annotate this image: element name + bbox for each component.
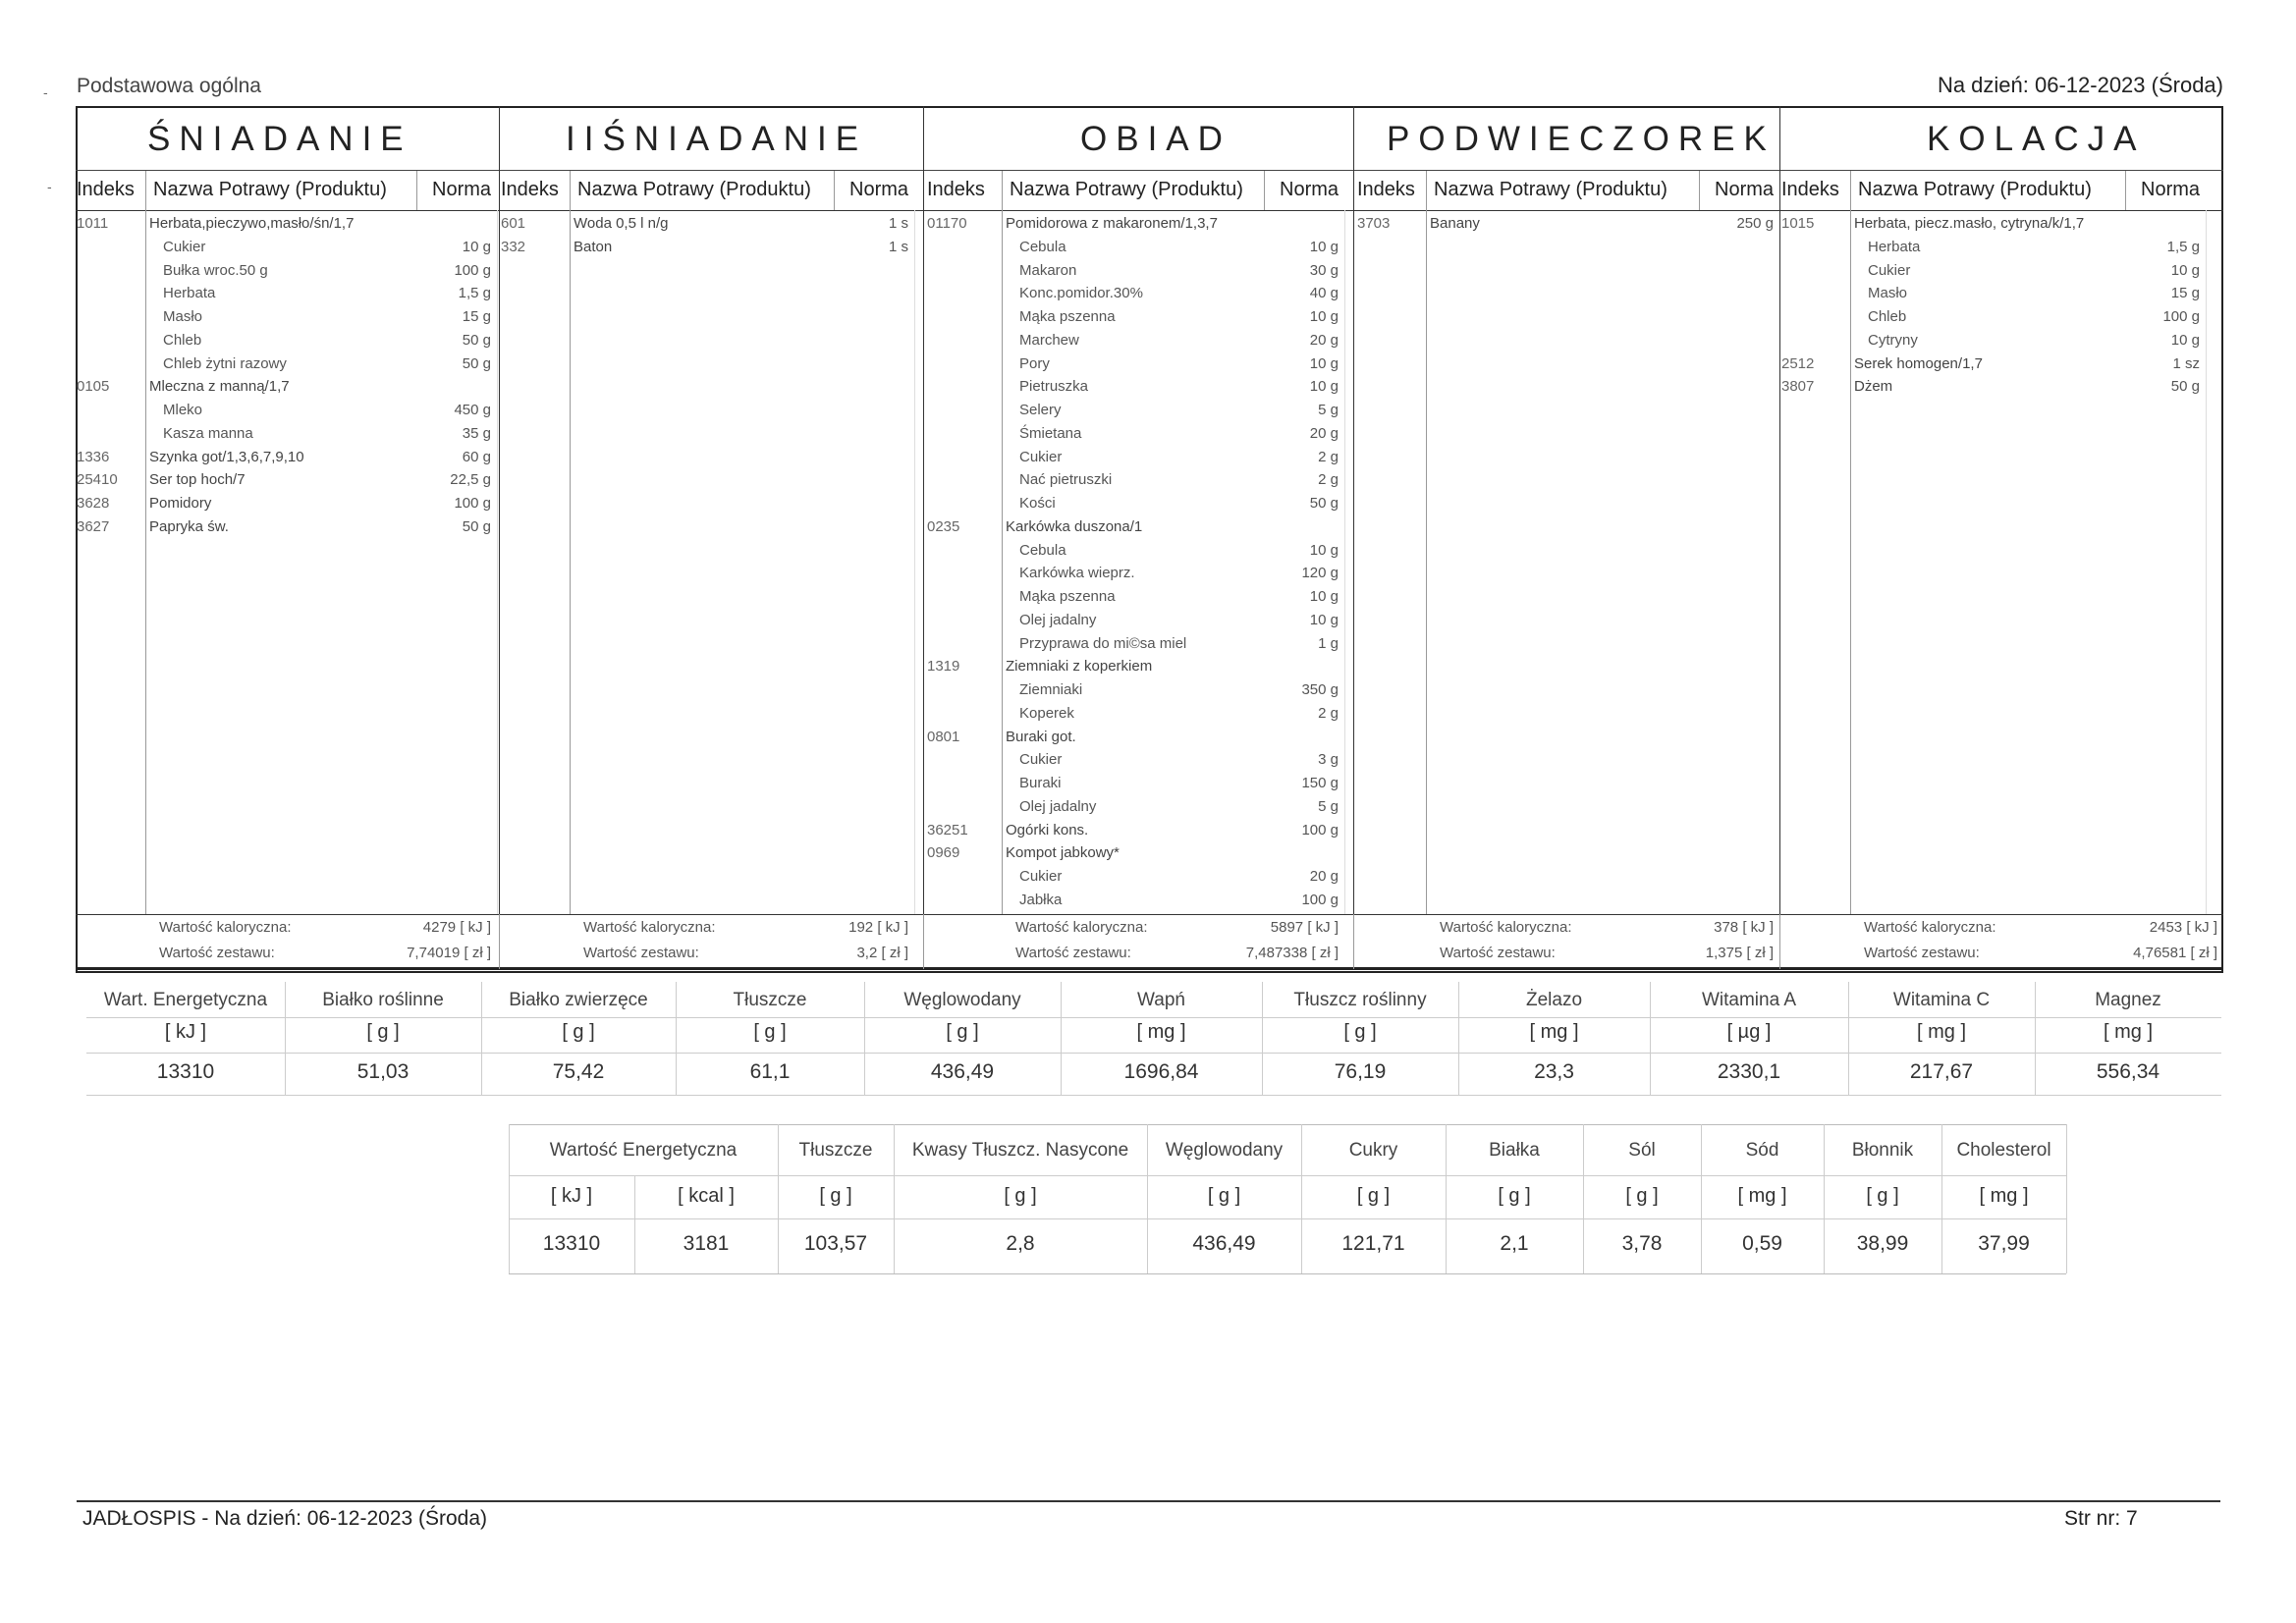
row-name: Nać pietruszki bbox=[1019, 471, 1113, 489]
nutrient-value: 1696,84 bbox=[1123, 1060, 1199, 1083]
row-name: Ziemniaki z koperkiem bbox=[1006, 658, 1153, 676]
row-name: Pomidorowa z makaronem/1,3,7 bbox=[1006, 215, 1218, 232]
row-norm: 120 g bbox=[1301, 565, 1339, 582]
row-name: Cukier bbox=[1019, 868, 1063, 885]
cost-label: Wartość zestawu: bbox=[1864, 945, 1980, 961]
summary-name: Błonnik bbox=[1851, 1140, 1914, 1161]
body-bottom-rule bbox=[76, 914, 2223, 915]
margin-mark: - bbox=[43, 84, 48, 100]
summary-unit: [ mg ] bbox=[1737, 1185, 1787, 1207]
summary-unit: [ g ] bbox=[1207, 1185, 1241, 1207]
row-norm: 20 g bbox=[1309, 868, 1339, 885]
summary-value: 2,1 bbox=[1500, 1232, 1529, 1255]
row-name: Mleczna z manną/1,7 bbox=[149, 378, 290, 396]
summary-name: Cholesterol bbox=[1956, 1140, 2051, 1161]
row-norm: 150 g bbox=[1301, 775, 1339, 791]
row-name: Kompot jabkowy* bbox=[1006, 844, 1120, 862]
nutrient-name: Białko roślinne bbox=[322, 990, 444, 1010]
row-name: Olej jadalny bbox=[1019, 797, 1097, 815]
row-norm: 100 g bbox=[454, 261, 491, 279]
row-norm: 100 g bbox=[2162, 308, 2200, 325]
summary-unit: [ g ] bbox=[1866, 1185, 1899, 1207]
kcal-value: 378 [ kJ ] bbox=[1714, 919, 1774, 936]
page-number: Str nr: 7 bbox=[2064, 1507, 2138, 1530]
row-norm: 10 g bbox=[1309, 541, 1339, 559]
row-norm: 1 s bbox=[888, 215, 908, 232]
cost-label: Wartość zestawu: bbox=[159, 945, 275, 961]
row-norm: 10 g bbox=[2170, 331, 2200, 349]
row-norm: 1 s bbox=[888, 238, 908, 255]
norm-divider bbox=[2125, 171, 2126, 210]
summary-unit: [ kJ ] bbox=[550, 1185, 593, 1207]
row-index: 25410 bbox=[77, 471, 118, 489]
row-norm: 10 g bbox=[1309, 378, 1339, 396]
summary-table bbox=[0, 1114, 2296, 1291]
nutrient-name: Węglowodany bbox=[903, 990, 1021, 1010]
nutrient-unit: [ kJ ] bbox=[164, 1021, 207, 1043]
cost-label: Wartość zestawu: bbox=[583, 945, 699, 961]
summary-value: 0,59 bbox=[1742, 1232, 1782, 1255]
summary-unit: [ g ] bbox=[1356, 1185, 1391, 1207]
row-norm: 15 g bbox=[462, 308, 491, 325]
row-name: Chleb żytni razowy bbox=[163, 354, 287, 372]
column-header-name: Nazwa Potrawy (Produktu) bbox=[577, 179, 811, 200]
column-header-name: Nazwa Potrawy (Produktu) bbox=[1858, 179, 2092, 200]
row-index: 0801 bbox=[927, 728, 960, 745]
cost-value: 3,2 [ zł ] bbox=[856, 945, 908, 961]
row-name: Mąka pszenna bbox=[1019, 308, 1116, 325]
footer-divider bbox=[923, 914, 924, 969]
summary-name: Sól bbox=[1628, 1140, 1656, 1161]
row-norm: 2 g bbox=[1318, 471, 1339, 489]
row-norm: 35 g bbox=[462, 424, 491, 442]
row-norm: 100 g bbox=[1301, 891, 1339, 908]
row-norm: 60 g bbox=[462, 448, 491, 465]
row-norm: 5 g bbox=[1318, 402, 1339, 418]
row-norm: 40 g bbox=[1309, 285, 1339, 302]
footer-divider bbox=[499, 914, 500, 969]
row-name: Serek homogen/1,7 bbox=[1854, 354, 1983, 372]
nutrient-unit: [ g ] bbox=[946, 1021, 979, 1043]
kcal-label: Wartość kaloryczna: bbox=[1864, 919, 1996, 936]
section-divider bbox=[1779, 106, 1780, 914]
row-norm: 1 g bbox=[1318, 634, 1339, 652]
summary-value: 103,57 bbox=[803, 1232, 868, 1255]
sum-rule-top bbox=[509, 1124, 2066, 1125]
section-divider bbox=[923, 106, 924, 914]
kcal-value: 192 [ kJ ] bbox=[848, 919, 908, 936]
column-header-index: Indeks bbox=[77, 179, 135, 200]
row-norm: 100 g bbox=[454, 495, 491, 512]
row-name: Buraki got. bbox=[1006, 728, 1076, 745]
row-norm: 350 g bbox=[1301, 681, 1339, 698]
row-index: 0969 bbox=[927, 844, 960, 862]
summary-value: 3181 bbox=[683, 1232, 730, 1255]
row-name: Karkówka duszona/1 bbox=[1006, 517, 1143, 535]
column-header-norm: Norma bbox=[2141, 179, 2201, 200]
cost-label: Wartość zestawu: bbox=[1440, 945, 1556, 961]
nutrient-name: Żelazo bbox=[1525, 990, 1583, 1010]
row-name: Cebula bbox=[1019, 541, 1066, 559]
nutrient-value: 217,67 bbox=[1909, 1060, 1974, 1083]
index-divider bbox=[1850, 171, 1851, 914]
row-index: 3628 bbox=[77, 495, 110, 512]
meal-title: ŚNIADANIE bbox=[147, 120, 412, 158]
nutrient-value: 13310 bbox=[156, 1060, 215, 1083]
nutrient-value: 436,49 bbox=[930, 1060, 995, 1083]
row-name: Herbata,pieczywo,masło/śn/1,7 bbox=[149, 215, 355, 232]
sum-rule-1 bbox=[509, 1175, 2066, 1176]
row-norm: 20 g bbox=[1309, 331, 1339, 349]
summary-unit: [ mg ] bbox=[1979, 1185, 2029, 1207]
summary-value: 3,78 bbox=[1621, 1232, 1663, 1255]
footer-rule bbox=[77, 1500, 2220, 1502]
row-name: Mąka pszenna bbox=[1019, 588, 1116, 605]
nutrient-unit: [ g ] bbox=[753, 1021, 787, 1043]
footer-divider bbox=[1353, 914, 1354, 969]
nutrient-unit: [ g ] bbox=[1343, 1021, 1377, 1043]
row-name: Cytryny bbox=[1868, 331, 1918, 349]
row-index: 1015 bbox=[1781, 215, 1815, 232]
row-name: Buraki bbox=[1019, 775, 1062, 791]
footer-title: JADŁOSPIS - Na dzień: 06-12-2023 (Środa) bbox=[82, 1507, 488, 1530]
nutr-rule-bot bbox=[86, 1095, 2221, 1096]
nutrient-unit: [ µg ] bbox=[1726, 1021, 1772, 1043]
row-name: Śmietana bbox=[1019, 424, 1082, 442]
nutrient-name: Tłuszcz roślinny bbox=[1293, 990, 1427, 1010]
title-rule bbox=[76, 170, 2223, 171]
row-index: 332 bbox=[501, 238, 526, 255]
row-norm: 50 g bbox=[462, 331, 491, 349]
nutr-rule-top bbox=[86, 1017, 2221, 1018]
row-name: Karkówka wieprz. bbox=[1019, 565, 1135, 582]
nutrient-value: 51,03 bbox=[356, 1060, 410, 1083]
column-header-name: Nazwa Potrawy (Produktu) bbox=[1010, 179, 1243, 200]
norm-divider-body bbox=[914, 210, 915, 914]
nutrient-name: Witamina A bbox=[1701, 990, 1797, 1010]
kcal-value: 4279 [ kJ ] bbox=[422, 919, 491, 936]
column-header-index: Indeks bbox=[1781, 179, 1839, 200]
row-name: Bułka wroc.50 g bbox=[163, 261, 268, 279]
norm-divider-body bbox=[497, 210, 498, 914]
row-index: 0235 bbox=[927, 517, 960, 535]
section-divider bbox=[499, 106, 500, 914]
row-norm: 22,5 g bbox=[450, 471, 491, 489]
row-name: Makaron bbox=[1019, 261, 1077, 279]
meal-title: PODWIECZOREK bbox=[1387, 120, 1776, 158]
row-norm: 50 g bbox=[462, 354, 491, 372]
summary-unit: [ kcal ] bbox=[678, 1185, 735, 1207]
row-norm: 10 g bbox=[1309, 611, 1339, 628]
kcal-value: 2453 [ kJ ] bbox=[2149, 919, 2217, 936]
nutrient-name: Wapń bbox=[1137, 990, 1185, 1010]
row-name: Herbata, piecz.masło, cytryna/k/1,7 bbox=[1854, 215, 2085, 232]
row-name: Cukier bbox=[163, 238, 206, 255]
row-name: Pietruszka bbox=[1019, 378, 1089, 396]
row-name: Ogórki kons. bbox=[1006, 821, 1089, 839]
norm-divider-body bbox=[2206, 210, 2207, 914]
summary-value: 38,99 bbox=[1856, 1232, 1909, 1255]
row-index: 1319 bbox=[927, 658, 960, 676]
colhead-rule bbox=[76, 210, 2223, 211]
row-name: Przyprawa do mi©sa miel bbox=[1019, 634, 1187, 652]
nutrient-name: Witamina C bbox=[1892, 990, 1991, 1010]
row-name: Ziemniaki bbox=[1019, 681, 1083, 698]
row-norm: 1,5 g bbox=[458, 285, 491, 302]
row-name: Cebula bbox=[1019, 238, 1066, 255]
summary-value: 2,8 bbox=[1006, 1232, 1035, 1255]
row-norm: 10 g bbox=[1309, 588, 1339, 605]
row-name: Jabłka bbox=[1019, 891, 1063, 908]
section-divider bbox=[1353, 106, 1354, 914]
row-norm: 50 g bbox=[1309, 495, 1339, 512]
row-name: Chleb bbox=[163, 331, 202, 349]
row-name: Selery bbox=[1019, 402, 1062, 418]
column-header-index: Indeks bbox=[1357, 179, 1415, 200]
nutrient-unit: [ mg ] bbox=[2103, 1021, 2153, 1043]
norm-divider bbox=[1699, 171, 1700, 210]
nutrient-value: 23,3 bbox=[1534, 1060, 1574, 1083]
summary-name: Kwasy Tłuszcz. Nasycone bbox=[911, 1140, 1129, 1161]
row-name: Kości bbox=[1019, 495, 1056, 512]
row-norm: 1,5 g bbox=[2166, 238, 2200, 255]
index-divider bbox=[570, 171, 571, 914]
row-index: 3807 bbox=[1781, 378, 1815, 396]
row-norm: 10 g bbox=[2170, 261, 2200, 279]
row-norm: 10 g bbox=[1309, 308, 1339, 325]
row-name: Cukier bbox=[1868, 261, 1911, 279]
summary-name: Cukry bbox=[1348, 1140, 1398, 1161]
row-norm: 100 g bbox=[1301, 821, 1339, 839]
cost-value: 4,76581 [ zł ] bbox=[2133, 945, 2217, 961]
index-divider bbox=[1002, 171, 1003, 914]
sum-rule-2 bbox=[509, 1218, 2066, 1219]
row-name: Cukier bbox=[1019, 448, 1063, 465]
nutrient-value: 75,42 bbox=[552, 1060, 605, 1083]
meal-title: OBIAD bbox=[1080, 120, 1231, 158]
row-name: Masło bbox=[1868, 285, 1908, 302]
summary-unit: [ g ] bbox=[819, 1185, 852, 1207]
nutrient-name: Magnez bbox=[2095, 990, 2161, 1010]
row-name: Olej jadalny bbox=[1019, 611, 1097, 628]
kcal-label: Wartość kaloryczna: bbox=[583, 919, 716, 936]
row-index: 0105 bbox=[77, 378, 110, 396]
column-header-index: Indeks bbox=[501, 179, 559, 200]
row-name: Ser top hoch/7 bbox=[149, 471, 246, 489]
margin-mark-2: - bbox=[47, 179, 52, 194]
energy-label: Wartość Energetyczna bbox=[549, 1140, 738, 1161]
kcal-label: Wartość kaloryczna: bbox=[1015, 919, 1148, 936]
summary-unit: [ g ] bbox=[1004, 1185, 1037, 1207]
row-name: Mleko bbox=[163, 402, 203, 418]
nutrient-name: Wart. Energetyczna bbox=[103, 990, 268, 1010]
double-rule bbox=[76, 967, 2223, 970]
row-norm: 10 g bbox=[1309, 238, 1339, 255]
row-norm: 2 g bbox=[1318, 704, 1339, 722]
cost-value: 1,375 [ zł ] bbox=[1705, 945, 1774, 961]
summary-value: 436,49 bbox=[1192, 1232, 1256, 1255]
nutrient-unit: [ g ] bbox=[366, 1021, 400, 1043]
row-index: 01170 bbox=[927, 215, 967, 232]
column-header-norm: Norma bbox=[849, 179, 909, 200]
nutrient-name: Tłuszcze bbox=[733, 990, 807, 1010]
kcal-label: Wartość kaloryczna: bbox=[159, 919, 292, 936]
row-name: Kasza manna bbox=[163, 424, 253, 442]
column-header-norm: Norma bbox=[1280, 179, 1339, 200]
nutrient-unit: [ mg ] bbox=[1136, 1021, 1186, 1043]
row-name: Dżem bbox=[1854, 378, 1893, 396]
row-index: 36251 bbox=[927, 821, 968, 839]
meal-title: KOLACJA bbox=[1927, 120, 2146, 158]
row-index: 2512 bbox=[1781, 354, 1815, 372]
cost-value: 7,74019 [ zł ] bbox=[407, 945, 491, 961]
row-name: Herbata bbox=[163, 285, 216, 302]
sum-divider-right bbox=[2066, 1124, 2067, 1273]
summary-name: Węglowodany bbox=[1165, 1140, 1284, 1161]
column-header-name: Nazwa Potrawy (Produktu) bbox=[153, 179, 387, 200]
row-norm: 450 g bbox=[454, 402, 491, 418]
row-name: Koperek bbox=[1019, 704, 1074, 722]
row-name: Papryka św. bbox=[149, 517, 229, 535]
row-norm: 3 g bbox=[1318, 751, 1339, 769]
norm-divider bbox=[416, 171, 417, 210]
column-header-norm: Norma bbox=[432, 179, 492, 200]
row-name: Szynka got/1,3,6,7,9,10 bbox=[149, 448, 304, 465]
row-name: Cukier bbox=[1019, 751, 1063, 769]
summary-name: Sód bbox=[1745, 1140, 1779, 1161]
index-divider bbox=[1426, 171, 1427, 914]
row-index: 1011 bbox=[77, 215, 109, 232]
row-name: Banany bbox=[1430, 215, 1480, 232]
row-name: Chleb bbox=[1868, 308, 1907, 325]
nutrient-value: 76,19 bbox=[1334, 1060, 1387, 1083]
nutrient-value: 2330,1 bbox=[1717, 1060, 1781, 1083]
meal-title: IIŚNIADANIE bbox=[566, 120, 868, 158]
index-divider bbox=[145, 171, 146, 914]
kcal-value: 5897 [ kJ ] bbox=[1270, 919, 1339, 936]
row-norm: 10 g bbox=[1309, 354, 1339, 372]
row-norm: 5 g bbox=[1318, 797, 1339, 815]
column-header-name: Nazwa Potrawy (Produktu) bbox=[1434, 179, 1667, 200]
column-header-index: Indeks bbox=[927, 179, 985, 200]
row-name: Woda 0,5 l n/g bbox=[574, 215, 669, 232]
date-label: Na dzień: 06-12-2023 (Środa) bbox=[1937, 73, 2223, 97]
summary-unit: [ g ] bbox=[1498, 1185, 1531, 1207]
norm-divider bbox=[834, 171, 835, 210]
cost-label: Wartość zestawu: bbox=[1015, 945, 1131, 961]
norm-divider bbox=[1264, 171, 1265, 210]
row-norm: 50 g bbox=[2170, 378, 2200, 396]
summary-unit: [ g ] bbox=[1625, 1185, 1659, 1207]
nutrient-unit: [ mg ] bbox=[1916, 1021, 1966, 1043]
row-norm: 15 g bbox=[2170, 285, 2200, 302]
norm-divider-body bbox=[1344, 210, 1345, 914]
row-index: 601 bbox=[501, 215, 526, 232]
nutrient-unit: [ g ] bbox=[562, 1021, 595, 1043]
summary-value: 13310 bbox=[542, 1232, 601, 1255]
row-norm: 250 g bbox=[1736, 215, 1774, 232]
row-norm: 1 sz bbox=[2172, 354, 2200, 372]
nutrient-name: Białko zwierzęce bbox=[509, 990, 648, 1010]
row-index: 1336 bbox=[77, 448, 110, 465]
summary-name: Tłuszcze bbox=[798, 1140, 873, 1161]
column-header-norm: Norma bbox=[1715, 179, 1775, 200]
row-norm: 20 g bbox=[1309, 424, 1339, 442]
summary-value: 37,99 bbox=[1978, 1232, 2030, 1255]
footer-divider bbox=[1779, 914, 1780, 969]
row-name: Marchew bbox=[1019, 331, 1079, 349]
row-norm: 30 g bbox=[1309, 261, 1339, 279]
row-norm: 10 g bbox=[462, 238, 491, 255]
diet-name: Podstawowa ogólna bbox=[77, 75, 261, 97]
summary-value: 121,71 bbox=[1341, 1232, 1405, 1255]
kcal-label: Wartość kaloryczna: bbox=[1440, 919, 1572, 936]
row-index: 3703 bbox=[1357, 215, 1391, 232]
row-norm: 2 g bbox=[1318, 448, 1339, 465]
summary-name: Białka bbox=[1489, 1140, 1540, 1161]
nutrient-value: 61,1 bbox=[749, 1060, 791, 1083]
cost-value: 7,487338 [ zł ] bbox=[1245, 945, 1339, 961]
row-name: Baton bbox=[574, 238, 613, 255]
row-name: Konc.pomidor.30% bbox=[1019, 285, 1143, 302]
row-name: Pory bbox=[1019, 354, 1050, 372]
nutrient-value: 556,34 bbox=[2096, 1060, 2160, 1083]
nutrient-table bbox=[0, 982, 2296, 1109]
nutrient-unit: [ mg ] bbox=[1529, 1021, 1579, 1043]
sum-rule-bot bbox=[509, 1273, 2066, 1274]
row-name: Masło bbox=[163, 308, 203, 325]
row-name: Pomidory bbox=[149, 495, 212, 512]
row-norm: 50 g bbox=[462, 517, 491, 535]
row-name: Herbata bbox=[1868, 238, 1921, 255]
row-index: 3627 bbox=[77, 517, 110, 535]
nutr-rule-mid bbox=[86, 1053, 2221, 1054]
